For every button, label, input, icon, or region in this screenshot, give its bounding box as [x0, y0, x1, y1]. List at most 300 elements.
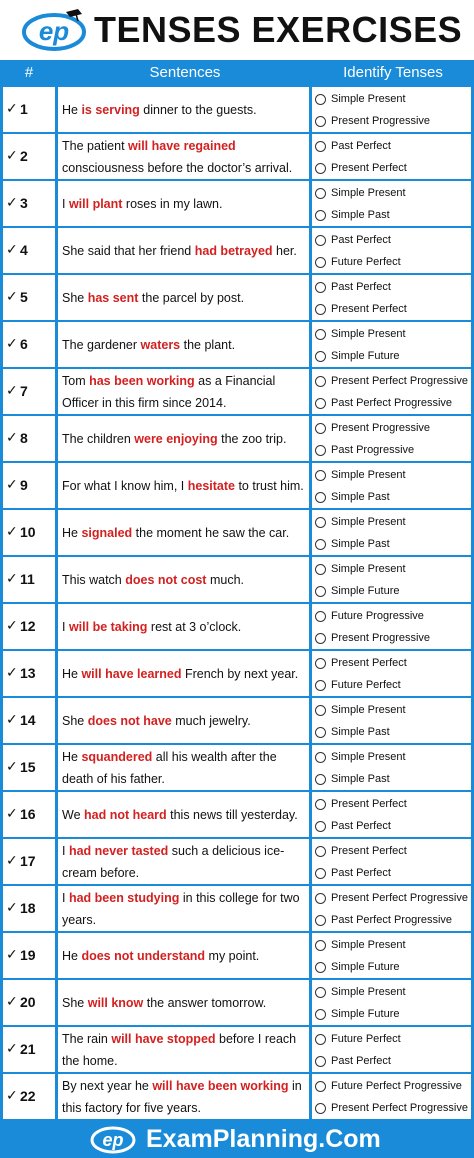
sentence-text: [62, 804, 298, 826]
check-icon: ✓: [6, 852, 18, 868]
radio-button[interactable]: [315, 680, 326, 691]
check-icon: ✓: [6, 711, 18, 727]
radio-button[interactable]: [315, 423, 326, 434]
row-number: 6: [20, 336, 28, 352]
sentence-before: I: [62, 196, 69, 211]
tense-option-label: Simple Present: [331, 328, 406, 340]
tense-option-label: Simple Future: [331, 1008, 400, 1020]
tense-option-label: Future Perfect Progressive: [331, 1080, 462, 1092]
radio-button[interactable]: [315, 774, 326, 785]
check-icon: ✓: [6, 147, 18, 163]
sentence-before: She said that her friend: [62, 243, 195, 258]
radio-button[interactable]: [315, 727, 326, 738]
sentence-cell: [58, 322, 309, 367]
row-number: 16: [20, 806, 36, 822]
check-icon: ✓: [6, 288, 18, 304]
row-number-cell: [3, 369, 55, 414]
sentence-before: He: [62, 102, 82, 117]
sentence-before: Tom: [62, 373, 90, 388]
check-icon: ✓: [6, 1040, 18, 1056]
tense-option[interactable]: [315, 957, 399, 977]
tense-option[interactable]: [315, 841, 407, 861]
radio-button[interactable]: [315, 141, 326, 152]
sentence-cell: [58, 1074, 309, 1119]
radio-button[interactable]: [315, 304, 326, 315]
verb-highlight: had been studying: [68, 890, 180, 905]
sentence-text: [62, 663, 298, 685]
tense-option[interactable]: [315, 89, 406, 109]
sentence-after: dinner to the guests.: [139, 102, 257, 117]
radio-button[interactable]: [315, 163, 326, 174]
tense-option-label: Future Perfect: [331, 256, 401, 268]
tense-options-cell: [312, 557, 471, 602]
check-icon: ✓: [6, 664, 18, 680]
verb-highlight: has been working: [89, 373, 195, 388]
radio-button[interactable]: [315, 398, 326, 409]
tense-option[interactable]: [315, 136, 391, 156]
tense-option[interactable]: [315, 794, 407, 814]
radio-button[interactable]: [315, 1034, 326, 1045]
verb-highlight: will have regained: [128, 138, 236, 153]
radio-button[interactable]: [315, 539, 326, 550]
tense-option-label: Present Progressive: [331, 115, 431, 127]
tense-options-cell: [312, 463, 471, 508]
radio-button[interactable]: [315, 799, 326, 810]
table-row: [0, 180, 474, 227]
tense-option[interactable]: [315, 1029, 401, 1049]
sentence-text: [62, 334, 235, 356]
tense-options-cell: [312, 369, 471, 414]
table-row: [0, 650, 474, 697]
sentence-cell: [58, 181, 309, 226]
radio-button[interactable]: [315, 1081, 326, 1092]
radio-button[interactable]: [315, 893, 326, 904]
tense-option-label: Simple Present: [331, 469, 406, 481]
verb-highlight: will have stopped: [111, 1031, 216, 1046]
tense-options-cell: [312, 980, 471, 1025]
tense-options-cell: [312, 792, 471, 837]
tense-option-label: Past Perfect: [331, 1055, 391, 1067]
radio-button[interactable]: [315, 376, 326, 387]
radio-button[interactable]: [315, 1056, 326, 1067]
sentence-after: to trust him.: [234, 478, 304, 493]
tense-option-label: Simple Present: [331, 516, 406, 528]
tense-option-label: Past Perfect Progressive: [331, 914, 453, 926]
verb-highlight: were enjoying: [134, 431, 218, 446]
tense-option[interactable]: [315, 252, 401, 272]
tense-option[interactable]: [315, 371, 468, 391]
sentence-after: in this college for two years.: [62, 890, 300, 927]
column-header-sentences: Sentences: [149, 64, 221, 81]
table-row: [0, 979, 474, 1026]
row-number: 19: [20, 947, 36, 963]
tense-option-label: Present Perfect: [331, 657, 407, 669]
tense-option[interactable]: [315, 675, 401, 695]
row-number-cell: [3, 886, 55, 931]
row-number-cell: [3, 698, 55, 743]
row-number-cell: [3, 463, 55, 508]
tense-option[interactable]: [315, 559, 406, 579]
row-number: 18: [20, 900, 36, 916]
sentence-before: He: [62, 525, 82, 540]
table-row: [0, 838, 474, 885]
tense-option[interactable]: [315, 653, 407, 673]
table-row: [0, 462, 474, 509]
sentence-text: [62, 428, 286, 450]
sentence-before: The rain: [62, 1031, 112, 1046]
sentence-before: She: [62, 290, 88, 305]
sentence-cell: [58, 651, 309, 696]
row-number-cell: [3, 839, 55, 884]
sentence-cell: [58, 698, 309, 743]
radio-button[interactable]: [315, 282, 326, 293]
sentence-cell: [58, 369, 309, 414]
row-number: 10: [20, 524, 36, 540]
tense-options-cell: [312, 839, 471, 884]
table-row: [0, 1073, 474, 1120]
page-footer: [0, 1119, 474, 1158]
tense-option[interactable]: [315, 465, 406, 485]
radio-button[interactable]: [315, 821, 326, 832]
row-number-cell: [3, 510, 55, 555]
tense-option-label: Simple Future: [331, 961, 400, 973]
sentence-cell: [58, 557, 309, 602]
table-row: [0, 86, 474, 133]
check-icon: ✓: [6, 993, 18, 1009]
tense-option-label: Future Perfect: [331, 679, 401, 691]
row-number: 7: [20, 383, 28, 399]
check-icon: ✓: [6, 476, 18, 492]
row-number-cell: [3, 275, 55, 320]
tense-option[interactable]: [315, 393, 452, 413]
verb-highlight: will have been working: [152, 1078, 289, 1093]
radio-button[interactable]: [315, 658, 326, 669]
radio-button[interactable]: [315, 868, 326, 879]
sentence-cell: [58, 980, 309, 1025]
tense-option[interactable]: [315, 512, 406, 532]
check-icon: ✓: [6, 194, 18, 210]
tense-option-label: Simple Present: [331, 939, 406, 951]
sentence-text: [62, 1028, 305, 1072]
row-number: 2: [20, 148, 28, 164]
sentence-text: [62, 240, 297, 262]
tense-option-label: Past Perfect: [331, 140, 391, 152]
tense-option[interactable]: [315, 183, 406, 203]
radio-button[interactable]: [315, 633, 326, 644]
row-number-cell: [3, 322, 55, 367]
tense-option[interactable]: [315, 769, 390, 789]
row-number: 9: [20, 477, 28, 493]
row-number: 4: [20, 242, 28, 258]
radio-button[interactable]: [315, 445, 326, 456]
tense-options-cell: [312, 886, 471, 931]
verb-highlight: does not understand: [81, 948, 206, 963]
tense-option[interactable]: [315, 277, 391, 297]
tense-options-cell: [312, 745, 471, 790]
radio-button[interactable]: [315, 210, 326, 221]
tense-option-label: Past Perfect: [331, 867, 391, 879]
tense-option-label: Simple Present: [331, 93, 406, 105]
radio-button[interactable]: [315, 962, 326, 973]
sentence-text: [62, 710, 251, 732]
sentence-before: For what I know him, I: [62, 478, 188, 493]
radio-button[interactable]: [315, 188, 326, 199]
radio-button[interactable]: [315, 752, 326, 763]
sentence-cell: [58, 792, 309, 837]
radio-button[interactable]: [315, 1009, 326, 1020]
sentence-after: much.: [206, 572, 244, 587]
sentence-text: [62, 616, 241, 638]
check-icon: ✓: [6, 617, 18, 633]
verb-highlight: had not heard: [84, 807, 167, 822]
table-row: [0, 885, 474, 932]
tense-option[interactable]: [315, 230, 391, 250]
radio-button[interactable]: [315, 235, 326, 246]
sentence-cell: [58, 134, 309, 179]
sentence-after: consciousness before the doctor’s arrival.: [62, 160, 293, 175]
sentence-text: [62, 287, 244, 309]
sentence-cell: [58, 886, 309, 931]
row-number-cell: [3, 228, 55, 273]
tense-option-label: Simple Past: [331, 538, 390, 550]
sentence-cell: [58, 745, 309, 790]
tense-option-label: Present Perfect: [331, 845, 407, 857]
tense-option-label: Simple Future: [331, 350, 400, 362]
tense-option-label: Simple Past: [331, 209, 390, 221]
tense-option-label: Past Perfect: [331, 820, 391, 832]
radio-button[interactable]: [315, 564, 326, 575]
verb-highlight: hesitate: [187, 478, 235, 493]
row-number-cell: [3, 134, 55, 179]
sentence-text: [62, 840, 305, 884]
row-number: 15: [20, 759, 36, 775]
sentence-after: my point.: [205, 948, 260, 963]
tense-option[interactable]: [315, 935, 406, 955]
row-number: 13: [20, 665, 36, 681]
radio-button[interactable]: [315, 94, 326, 105]
tense-option-label: Present Progressive: [331, 422, 431, 434]
row-number: 5: [20, 289, 28, 305]
table-row: [0, 415, 474, 462]
sentence-text: [62, 992, 266, 1014]
radio-button[interactable]: [315, 586, 326, 597]
check-icon: ✓: [6, 758, 18, 774]
tense-option[interactable]: [315, 700, 406, 720]
row-number-cell: [3, 745, 55, 790]
sentence-text: [62, 193, 222, 215]
radio-button[interactable]: [315, 116, 326, 127]
radio-button[interactable]: [315, 846, 326, 857]
tense-option[interactable]: [315, 1076, 462, 1096]
tense-options-cell: [312, 651, 471, 696]
sentence-text: [62, 746, 305, 790]
radio-button[interactable]: [315, 705, 326, 716]
row-number: 8: [20, 430, 28, 446]
tense-option-label: Future Perfect: [331, 1033, 401, 1045]
footer-logo-text: ep: [102, 1130, 124, 1150]
sentence-before: The gardener: [62, 337, 141, 352]
verb-highlight: will know: [87, 995, 144, 1010]
sentence-text: [62, 370, 305, 414]
tense-options-cell: [312, 1027, 471, 1072]
tense-option[interactable]: [315, 111, 430, 131]
sentence-text: [62, 99, 257, 121]
table-row: [0, 509, 474, 556]
sentence-text: [62, 475, 304, 497]
tense-option-label: Past Perfect Progressive: [331, 397, 453, 409]
tense-option[interactable]: [315, 534, 390, 554]
page-title: TENSES EXERCISES: [94, 9, 463, 50]
sentence-before: I: [62, 619, 69, 634]
radio-button[interactable]: [315, 470, 326, 481]
table-row: [0, 368, 474, 415]
sentence-after: this news till yesterday.: [166, 807, 298, 822]
tense-options-cell: [312, 604, 471, 649]
tense-option[interactable]: [315, 628, 430, 648]
tense-option[interactable]: [315, 581, 399, 601]
sentence-after: the parcel by post.: [138, 290, 245, 305]
tense-option-label: Present Perfect Progressive: [331, 892, 468, 904]
tense-option[interactable]: [315, 910, 452, 930]
tense-option[interactable]: [315, 1051, 391, 1071]
tense-option[interactable]: [315, 747, 406, 767]
tense-option[interactable]: [315, 863, 391, 883]
verb-highlight: waters: [140, 337, 181, 352]
tense-option-label: Simple Future: [331, 585, 400, 597]
radio-button[interactable]: [315, 517, 326, 528]
row-number: 22: [20, 1088, 36, 1104]
tense-option-label: Present Progressive: [331, 632, 431, 644]
radio-button[interactable]: [315, 492, 326, 503]
sentence-cell: [58, 1027, 309, 1072]
tense-option[interactable]: [315, 606, 424, 626]
tense-option-label: Simple Present: [331, 563, 406, 575]
row-number-cell: [3, 980, 55, 1025]
sentence-before: I: [62, 890, 69, 905]
tense-options-cell: [312, 933, 471, 978]
check-icon: ✓: [6, 523, 18, 539]
tense-option[interactable]: [315, 346, 399, 366]
tense-option-label: Simple Present: [331, 751, 406, 763]
verb-highlight: is serving: [81, 102, 140, 117]
footer-logo: [90, 1124, 136, 1154]
radio-button[interactable]: [315, 915, 326, 926]
check-icon: ✓: [6, 899, 18, 915]
tense-option-label: Present Perfect: [331, 162, 407, 174]
tense-option[interactable]: [315, 888, 468, 908]
verb-highlight: will plant: [68, 196, 123, 211]
table-header: [0, 60, 474, 86]
tense-option[interactable]: [315, 158, 407, 178]
row-number: 11: [20, 571, 35, 587]
tense-option[interactable]: [315, 487, 390, 507]
sentence-after: such a delicious ice-cream before.: [62, 843, 285, 880]
tense-option-label: Simple Past: [331, 773, 390, 785]
tense-option-label: Past Perfect: [331, 234, 391, 246]
check-icon: ✓: [6, 1087, 18, 1103]
sentence-before: We: [62, 807, 84, 822]
row-number-cell: [3, 604, 55, 649]
radio-button[interactable]: [315, 987, 326, 998]
sentence-after: French by next year.: [181, 666, 299, 681]
row-number-cell: [3, 1027, 55, 1072]
tense-option[interactable]: [315, 440, 414, 460]
radio-button[interactable]: [315, 1103, 326, 1114]
verb-highlight: does not cost: [125, 572, 207, 587]
tense-option[interactable]: [315, 205, 390, 225]
tense-option-label: Present Perfect: [331, 798, 407, 810]
radio-button[interactable]: [315, 329, 326, 340]
footer-site-name[interactable]: ExamPlanning.Com: [146, 1125, 381, 1153]
row-number-cell: [3, 792, 55, 837]
radio-button[interactable]: [315, 940, 326, 951]
sentence-after: roses in my lawn.: [122, 196, 223, 211]
radio-button[interactable]: [315, 257, 326, 268]
verb-highlight: squandered: [81, 749, 153, 764]
sentence-before: By next year he: [62, 1078, 153, 1093]
sentence-before: He: [62, 948, 82, 963]
sentence-cell: [58, 604, 309, 649]
sentence-after: in this factory for five years.: [62, 1078, 302, 1115]
tense-option-label: Simple Past: [331, 726, 390, 738]
table-row: [0, 556, 474, 603]
tense-option-label: Present Perfect Progressive: [331, 375, 468, 387]
tense-option[interactable]: [315, 1004, 399, 1024]
tense-option[interactable]: [315, 816, 391, 836]
tense-option[interactable]: [315, 299, 407, 319]
sentence-before: She: [62, 995, 88, 1010]
sentence-text: [62, 887, 305, 931]
sentence-before: He: [62, 749, 82, 764]
tense-options-cell: [312, 322, 471, 367]
sentence-cell: [58, 463, 309, 508]
table-row: [0, 227, 474, 274]
tense-option-label: Present Perfect: [331, 303, 407, 315]
table-row: [0, 133, 474, 180]
sentence-cell: [58, 933, 309, 978]
tense-option-label: Simple Present: [331, 986, 406, 998]
radio-button[interactable]: [315, 611, 326, 622]
check-icon: ✓: [6, 335, 18, 351]
tense-option-label: Simple Present: [331, 187, 406, 199]
examplanning-logo: [22, 8, 86, 52]
tense-option-label: Simple Present: [331, 704, 406, 716]
tense-options-cell: [312, 275, 471, 320]
sentence-after: much jewelry.: [171, 713, 251, 728]
row-number-cell: [3, 1074, 55, 1119]
radio-button[interactable]: [315, 351, 326, 362]
tense-option-label: Past Progressive: [331, 444, 415, 456]
tense-options-cell: [312, 134, 471, 179]
row-number-cell: [3, 651, 55, 696]
tense-option[interactable]: [315, 1098, 468, 1118]
tense-option[interactable]: [315, 324, 406, 344]
row-number-cell: [3, 181, 55, 226]
row-number-cell: [3, 416, 55, 461]
tense-option[interactable]: [315, 418, 430, 438]
tense-option[interactable]: [315, 982, 406, 1002]
tense-option[interactable]: [315, 722, 390, 742]
sentence-after: before I reach the home.: [62, 1031, 297, 1068]
row-number-cell: [3, 557, 55, 602]
sentence-cell: [58, 839, 309, 884]
tense-option-label: Present Perfect Progressive: [331, 1102, 468, 1114]
tense-options-cell: [312, 181, 471, 226]
sentence-after: the moment he saw the car.: [132, 525, 290, 540]
verb-highlight: had betrayed: [194, 243, 273, 258]
sentence-cell: [58, 510, 309, 555]
tense-options-cell: [312, 87, 471, 132]
